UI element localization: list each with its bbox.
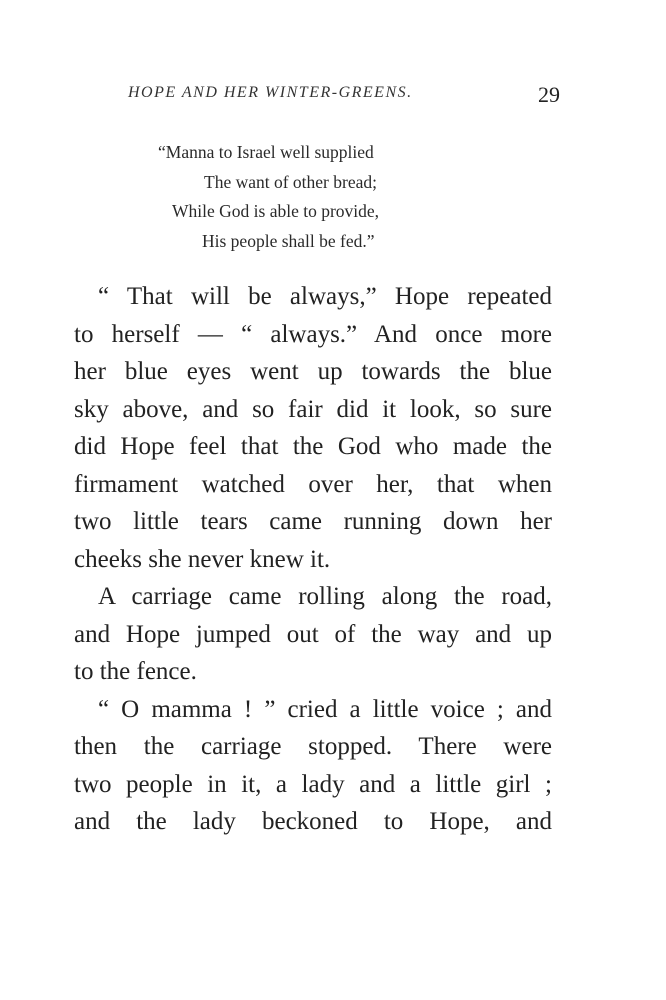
running-title: HOPE AND HER WINTER-GREENS. — [128, 84, 413, 101]
text-line: then the carriage stopped. There were — [74, 733, 552, 760]
verse-line: The want of other bread; — [204, 171, 377, 192]
running-head — [128, 82, 560, 112]
text-line: her blue eyes went up towards the blue — [74, 358, 552, 385]
text-line: did Hope feel that the God who made the — [74, 433, 552, 460]
text-line: A carriage came rolling along the road, — [98, 583, 552, 610]
text-line: and Hope jumped out of the way and up — [74, 620, 552, 648]
page-number: 29 — [538, 82, 560, 107]
text-line: cheeks she never knew it. — [74, 545, 331, 573]
body-text — [74, 278, 552, 841]
text-line: two people in it, a lady and a little girl ; — [74, 770, 552, 798]
paragraph — [74, 578, 552, 691]
text-line: “ That will be always,” Hope repeated — [98, 283, 552, 310]
text-line: “ O mamma ! ” cried a little voice ; and — [98, 695, 552, 723]
verse-line: “Manna to Israel well supplied — [158, 142, 374, 162]
text-line: sky above, and so fair did it look, so sure — [74, 395, 552, 423]
verse-quotation — [150, 138, 490, 256]
paragraph — [74, 691, 552, 841]
text-line: two little tears came running down her — [74, 508, 552, 535]
text-line: firmament watched over her, that when — [74, 470, 552, 498]
verse-line: While God is able to provide, — [172, 201, 380, 221]
text-line: to the fence. — [74, 658, 197, 685]
paragraph — [74, 278, 552, 578]
verse-line: His people shall be fed.” — [202, 230, 375, 251]
text-line: and the lady beckoned to Hope, and — [74, 808, 552, 835]
text-line: to herself — “ always.” And once more — [74, 320, 552, 348]
